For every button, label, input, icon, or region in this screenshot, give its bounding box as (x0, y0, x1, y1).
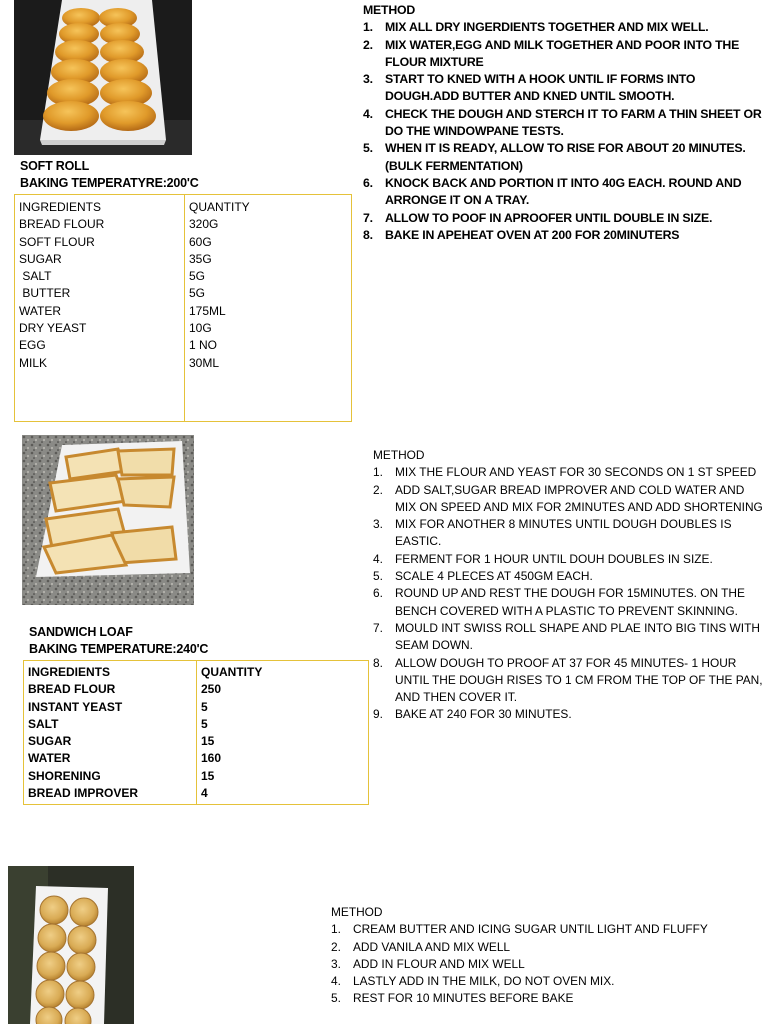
sandwich-loaf-heading (29, 624, 208, 658)
method-title: METHOD (373, 448, 425, 462)
quantity-header: QUANTITY (201, 665, 263, 679)
cookie-method (331, 904, 751, 1008)
ingredient-name: BREAD IMPROVER (28, 786, 139, 801)
method-title: METHOD (363, 3, 416, 17)
ingredient-qty: 160 (201, 751, 222, 766)
ingredient-name: SALT (28, 716, 59, 731)
method-step: 5. SCALE 4 PLECES AT 450GM EACH. (373, 569, 593, 584)
ingredient-qty: 15 (201, 768, 215, 783)
ingredient-qty: 10G (189, 321, 212, 336)
method-step: 9. BAKE AT 240 FOR 30 MINUTES. (373, 707, 572, 722)
ingredient-qty: 4 (201, 786, 208, 801)
method-step: 2. ADD VANILA AND MIX WELL (331, 939, 511, 954)
method-step: 3. ADD IN FLOUR AND MIX WELL (331, 956, 525, 971)
method-step: 1. MIX THE FLOUR AND YEAST FOR 30 SECONDS ON 1 ST SPEED (373, 465, 757, 480)
method-step: 3. START TO KNED WITH A HOOK UNTIL IF FORMS INTO DOUGH.ADD BUTTER AND KNED UNTIL SMOOTH. (363, 72, 696, 104)
ingredient-qty: 1 NO (189, 338, 218, 353)
sandwich-loaf-photo (22, 435, 194, 605)
ingredient-qty: 5 (201, 716, 208, 731)
method-step: 2. MIX WATER,EGG AND MILK TOGETHER AND POOR INTO THE FLOUR MIXTURE (363, 37, 740, 69)
quantity-column (197, 661, 369, 805)
ingredient-qty: 5G (189, 286, 206, 301)
ingredient-name: SALT (19, 269, 52, 284)
quantity-column (185, 195, 352, 422)
ingredient-name: INSTANT YEAST (28, 699, 123, 714)
ingredient-qty: 35G (189, 251, 212, 266)
ingredient-qty: 175ML (189, 303, 226, 318)
soft-roll-method (363, 2, 763, 244)
sandwich-loaf-ingredients-table (23, 660, 369, 805)
method-step: 5. REST FOR 10 MINUTES BEFORE BAKE (331, 991, 574, 1006)
method-step: 6. KNOCK BACK AND PORTION IT INTO 40G EACH. ROUND AND ARRONGE IT ON A TRAY. (363, 175, 742, 208)
cookies-photo (8, 866, 134, 1024)
method-step: 2. ADD SALT,SUGAR BREAD IMPROVER AND COLD WATER AND MIX ON SPEED AND MIX FOR 2MINUTES AND ADD SHORTENING (373, 482, 763, 514)
soft-roll-photo (14, 0, 192, 155)
ingredients-header: INGREDIENTS (28, 665, 111, 679)
ingredients-header: INGREDIENTS (19, 200, 102, 214)
method-title: METHOD (331, 905, 383, 919)
ingredient-qty: 60G (189, 234, 212, 249)
ingredient-qty: 5G (189, 269, 206, 284)
ingredient-name: DRY YEAST (19, 321, 87, 336)
soft-roll-heading (20, 158, 199, 192)
ingredient-column (15, 195, 185, 422)
ingredient-name: SHORENING (28, 768, 101, 783)
ingredient-qty: 250 (201, 682, 222, 697)
method-step: 8. ALLOW DOUGH TO PROOF AT 37 FOR 45 MINUTES- 1 HOUR UNTIL THE DOUGH RISES TO 1 CM FROM THE TOP OF THE PAN, AND THEN COVER IT. (373, 655, 763, 705)
ingredient-name: EGG (19, 338, 46, 353)
method-step: 4. CHECK THE DOUGH AND STERCH IT TO FARM A THIN SHEET OR DO THE WINDOWPANE TESTS. (363, 106, 762, 139)
ingredient-name: MILK (19, 355, 48, 370)
method-steps (373, 464, 763, 723)
method-steps (331, 921, 751, 1007)
sandwich-loaf-method (373, 447, 763, 724)
soft-roll-ingredients-table (14, 194, 352, 422)
baking-temperature: BAKING TEMPERATYRE:200'C (20, 176, 199, 190)
method-step: 7. MOULD INT SWISS ROLL SHAPE AND PLAE INTO BIG TINS WITH SEAM DOWN. (373, 620, 760, 653)
ingredient-name: SUGAR (19, 251, 62, 266)
ingredient-column (24, 661, 197, 805)
ingredient-name: BUTTER (19, 286, 71, 301)
method-step: 3. MIX FOR ANOTHER 8 MINUTES UNTIL DOUGH DOUBLES IS EASTIC. (373, 517, 732, 549)
method-step: 6. ROUND UP AND REST THE DOUGH FOR 15MINUTES. ON THE BENCH COVERED WITH A PLASTIC TO PREVENT SKINNING. (373, 586, 745, 618)
ingredient-qty: 320G (189, 217, 219, 232)
ingredient-name: SUGAR (28, 734, 72, 749)
baking-temperature: BAKING TEMPERATURE:240'C (29, 642, 209, 656)
ingredient-name: BREAD FLOUR (19, 217, 105, 232)
method-step: 1. MIX ALL DRY INGERDIENTS TOGETHER AND MIX WELL. (363, 20, 709, 35)
method-step: 7. ALLOW TO POOF IN APROOFER UNTIL DOUBLE IN SIZE. (363, 210, 713, 225)
method-step: 4. FERMENT FOR 1 HOUR UNTIL DOUH DOUBLES IN SIZE. (373, 551, 713, 566)
method-step: 4. LASTLY ADD IN THE MILK, DO NOT OVEN MIX. (331, 974, 615, 989)
ingredient-name: WATER (28, 751, 71, 766)
method-step: 5. WHEN IT IS READY, ALLOW TO RISE FOR ABOUT 20 MINUTES.(BULK FERMENTATION) (363, 141, 746, 173)
ingredient-qty: 5 (201, 699, 208, 714)
ingredient-qty: 30ML (189, 355, 220, 370)
ingredient-name: SOFT FLOUR (19, 234, 95, 249)
method-step: 1. CREAM BUTTER AND ICING SUGAR UNTIL LIGHT AND FLUFFY (331, 922, 708, 937)
ingredient-name: BREAD FLOUR (28, 682, 116, 697)
method-step: 8. BAKE IN APEHEAT OVEN AT 200 FOR 20MINUTERS (363, 227, 680, 242)
ingredient-qty: 15 (201, 734, 215, 749)
recipe-title: SOFT ROLL (20, 159, 90, 173)
quantity-header: QUANTITY (189, 200, 250, 214)
ingredient-name: WATER (19, 303, 61, 318)
recipe-title: SANDWICH LOAF (29, 625, 133, 639)
method-steps (363, 19, 763, 244)
